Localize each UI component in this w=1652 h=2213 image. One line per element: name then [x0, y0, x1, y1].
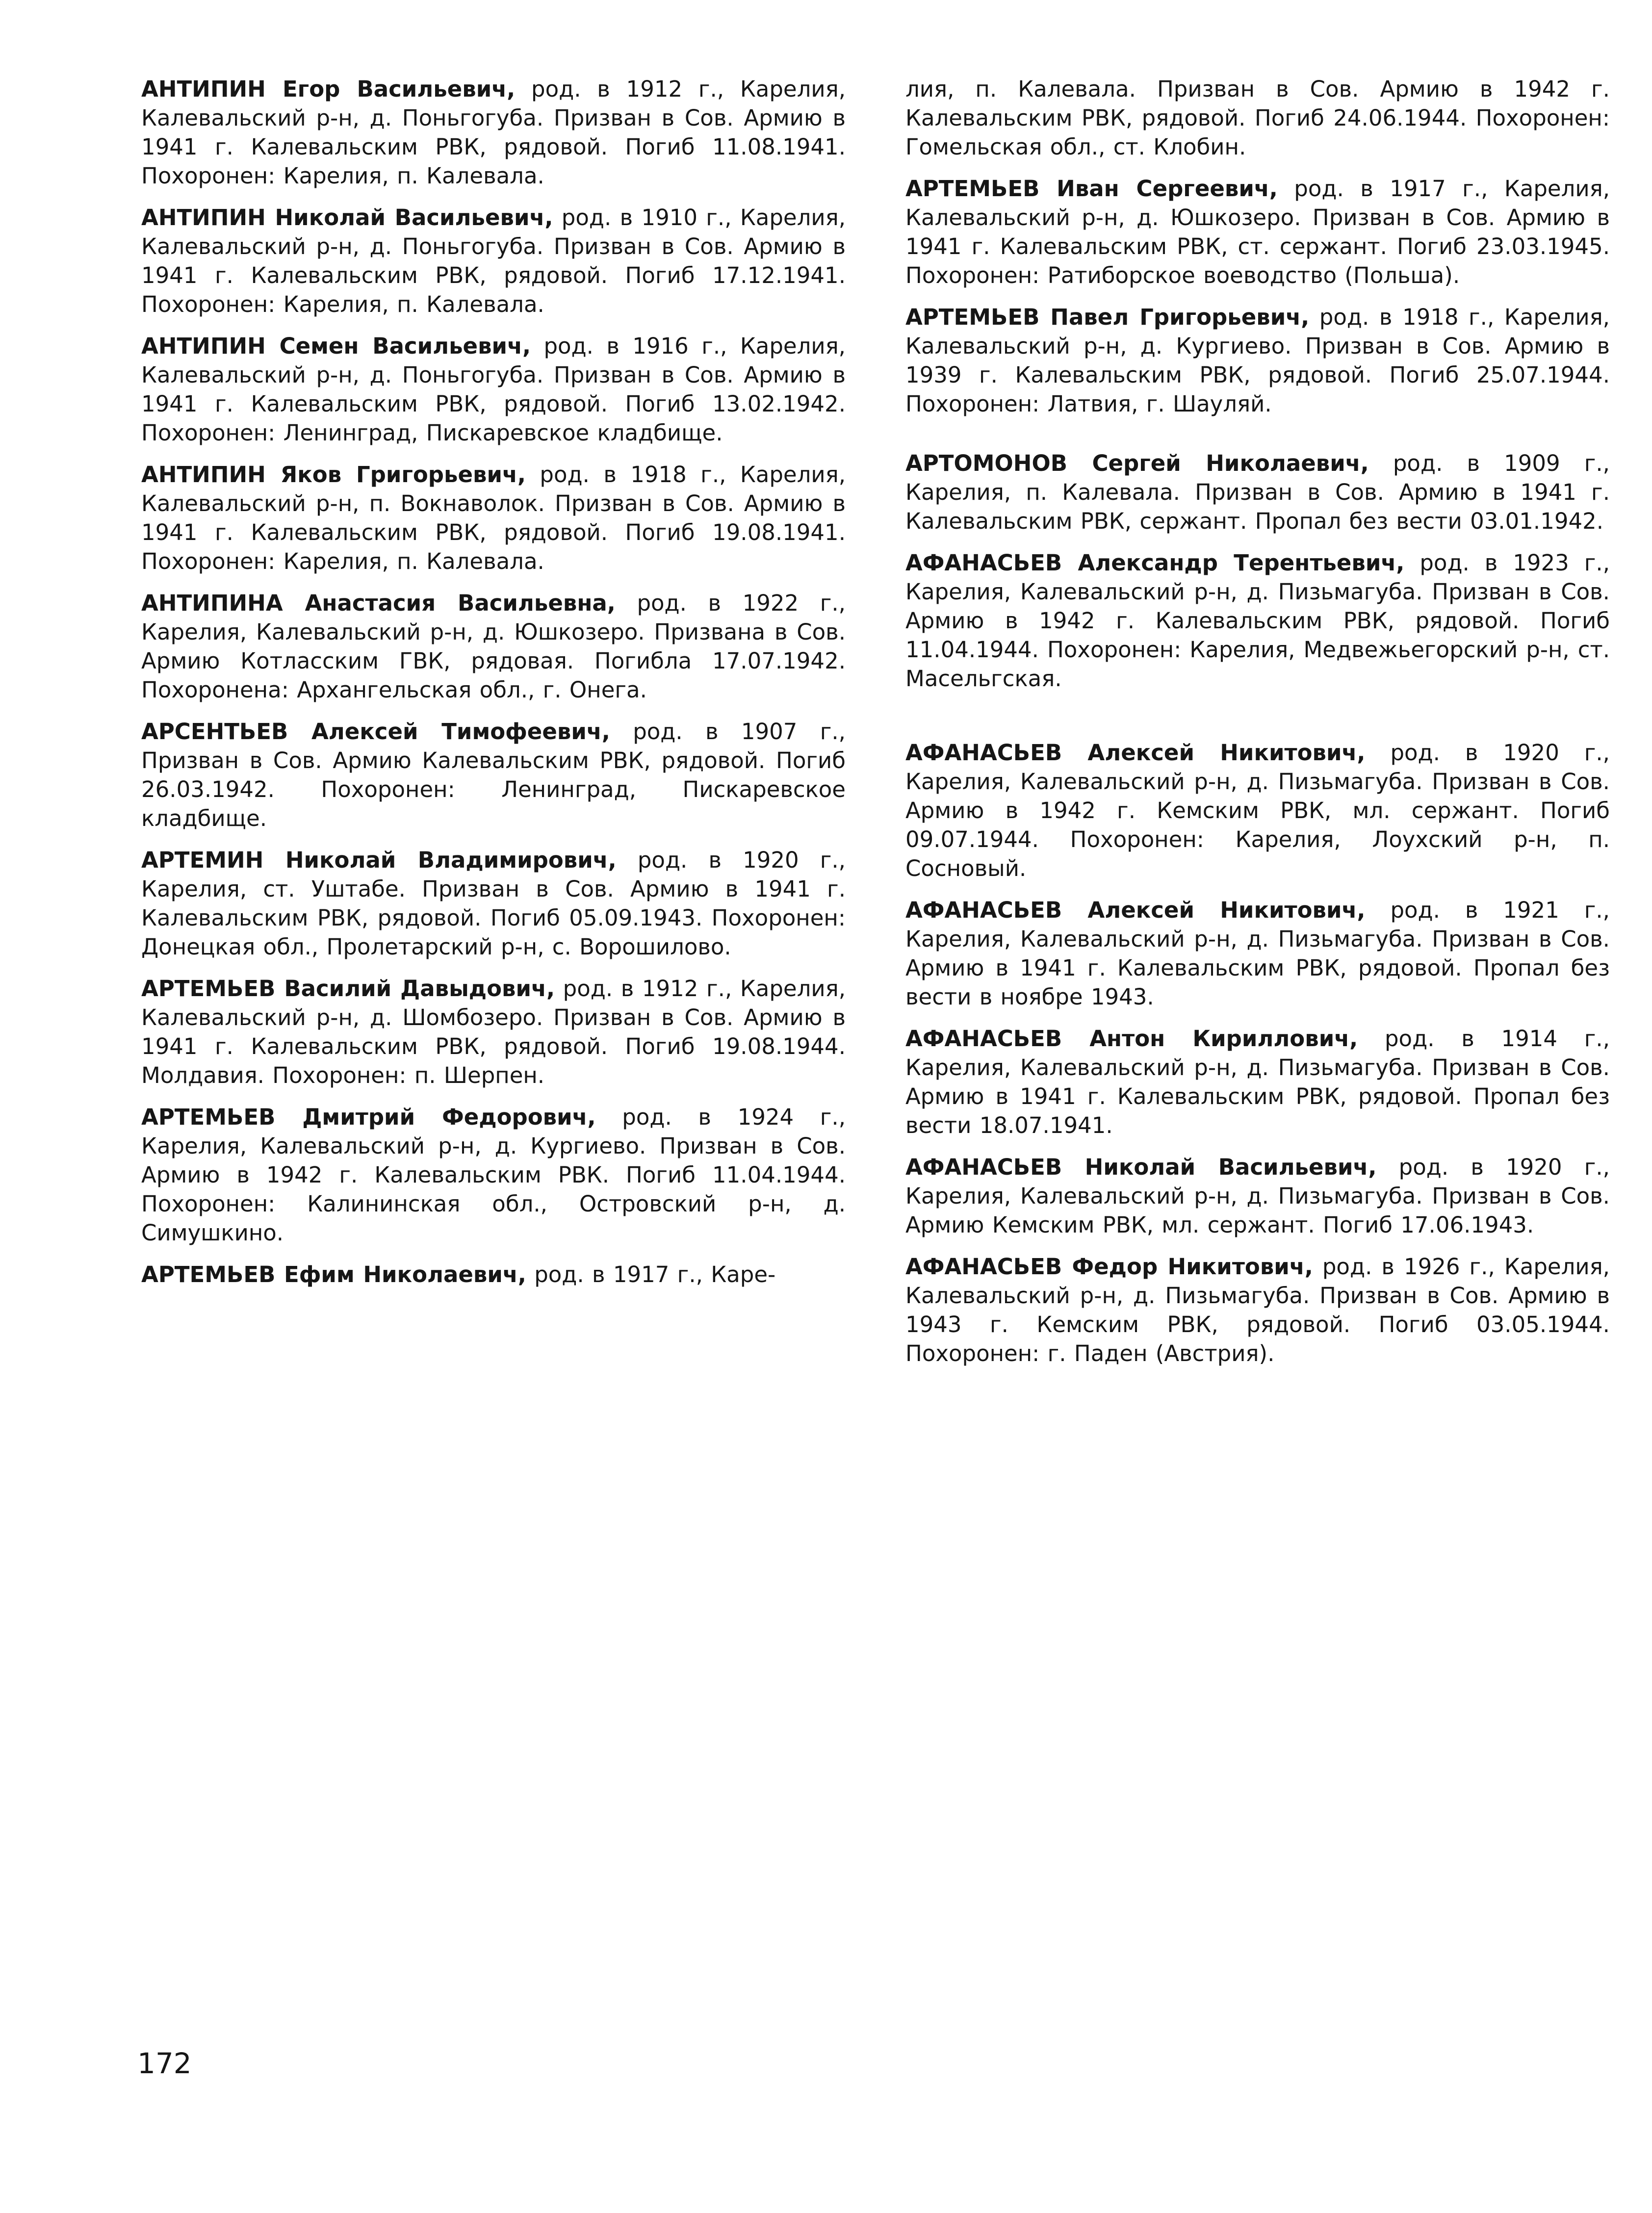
list-entry: [905, 1153, 1610, 1239]
entry-text: род. в 1909 г., Карелия, п. Калевала. Призван в Сов. Армию в 1941 г. Калевальским РВК, сержант. Пропал без вести 03.01.1942.: [905, 450, 1610, 534]
entry-name: АНТИПИН Егор Васильевич,: [141, 76, 516, 102]
list-entry: [141, 1103, 846, 1247]
right-column: [905, 75, 1610, 1381]
entry-text: род. в 1924 г., Карелия, Калевальский р-н, д. Кургиево. Призван в Сов. Армию в 1942 г. Калевальским РВК. Погиб 11.04.1944. Похоронен: Калининская обл., Островский р-н, д. Симушкино.: [141, 1104, 846, 1246]
entry-text: род. в 1926 г., Карелия, Калевальский р-н, д. Пизьмагуба. Призван в Сов. Армию в 1943 г. Кемским РВК, рядовой. Погиб 03.05.1944. Похоронен: г. Паден (Австрия).: [905, 1254, 1610, 1366]
list-entry: [905, 896, 1610, 1011]
list-entry: [141, 1260, 846, 1289]
entry-name: АФАНАСЬЕВ Николай Васильевич,: [905, 1154, 1377, 1180]
entry-text: род. в 1914 г., Карелия, Калевальский р-н, д. Пизьмагуба. Призван в Сов. Армию в 1941 г. Калевальским РВК, рядовой. Пропал без вести 18.07.1941.: [905, 1026, 1610, 1138]
entry-name: АРТЕМЬЕВ Василий Давыдович,: [141, 976, 555, 1002]
left-column: [141, 75, 846, 1302]
list-entry: [905, 1252, 1610, 1368]
entry-text: род. в 1910 г., Карелия, Калевальский р-н, д. Поньгогуба. Призван в Сов. Армию в 1941 г. Калевальским РВК, рядовой. Погиб 17.12.1941. Похоронен: Карелия, п. Калевала.: [141, 205, 846, 317]
entry-text: род. в 1923 г., Карелия, Калевальский р-н, д. Пизьмагуба. Призван в Сов. Армию в 1942 г. Калевальским РВК, рядовой. Погиб 11.04.1944. Похоронен: Карелия, Медвежьегорский р-н, ст. Масельгская.: [905, 550, 1610, 692]
entry-name: АФАНАСЬЕВ Антон Кириллович,: [905, 1026, 1358, 1052]
entry-name: АНТИПИН Николай Васильевич,: [141, 205, 553, 231]
entry-text: род. в 1907 г., Призван в Сов. Армию Калевальским РВК, рядовой. Погиб 26.03.1942. Похоронен: Ленинград, Пискаревское кладбище.: [141, 719, 846, 831]
entry-name: АФАНАСЬЕВ Александр Терентьевич,: [905, 550, 1405, 576]
entry-text: лия, п. Калевала. Призван в Сов. Армию в 1942 г. Калевальским РВК, рядовой. Погиб 24.06.1944. Похоронен: Гомельская обл., ст. Клобин.: [905, 76, 1610, 160]
page-number: 172: [137, 2047, 192, 2080]
entry-name: АРТОМОНОВ Сергей Николаевич,: [905, 450, 1369, 476]
list-entry: [141, 589, 846, 704]
entry-text: род. в 1920 г., Карелия, Калевальский р-н, д. Пизьмагуба. Призван в Сов. Армию в 1942 г. Кемским РВК, мл. сержант. Погиб 09.07.1944. Похоронен: Карелия, Лоухский р-н, п. Сосновый.: [905, 740, 1610, 881]
list-entry: [141, 974, 846, 1090]
entry-name: АРСЕНТЬЕВ Алексей Тимофеевич,: [141, 719, 610, 745]
entry-name: АФАНАСЬЕВ Алексей Никитович,: [905, 897, 1366, 923]
list-entry: [905, 1024, 1610, 1140]
list-entry: [141, 846, 846, 961]
entry-name: АРТЕМЬЕВ Иван Сергеевич,: [905, 176, 1278, 202]
entry-text: род. в 1918 г., Карелия, Калевальский р-н, п. Вокнаволок. Призван в Сов. Армию в 1941 г. Калевальским РВК, рядовой. Погиб 19.08.1941. Похоронен: Карелия, п. Калевала.: [141, 462, 846, 574]
entry-name: АРТЕМЬЕВ Павел Григорьевич,: [905, 304, 1310, 330]
list-entry: [141, 332, 846, 447]
list-entry: [141, 460, 846, 576]
entry-text: род. в 1917 г., Каре-: [534, 1261, 776, 1287]
list-entry: [141, 203, 846, 319]
entry-text: род. в 1912 г., Карелия, Калевальский р-н, д. Шомбозеро. Призван в Сов. Армию в 1941 г. Калевальским РВК, рядовой. Погиб 19.08.1944. Молдавия. Похоронен: п. Шерпен.: [141, 976, 846, 1088]
entry-text: род. в 1922 г., Карелия, Калевальский р-н, д. Юшкозеро. Призвана в Сов. Армию Котласским ГВК, рядовая. Погибла 17.07.1942. Похоронена: Архангельская обл., г. Онега.: [141, 590, 846, 703]
list-entry: [905, 548, 1610, 693]
list-entry: [905, 303, 1610, 418]
entry-text: род. в 1920 г., Карелия, ст. Уштабе. Призван в Сов. Армию в 1941 г. Калевальским РВК, рядовой. Погиб 05.09.1943. Похоронен: Донецкая обл., Пролетарский р-н, с. Ворошилово.: [141, 847, 846, 960]
list-entry: [905, 174, 1610, 290]
entry-name: АРТЕМЬЕВ Дмитрий Федорович,: [141, 1104, 596, 1130]
entry-text: род. в 1921 г., Карелия, Калевальский р-н, д. Пизьмагуба. Призван в Сов. Армию в 1941 г. Калевальским РВК, рядовой. Пропал без вести в ноябре 1943.: [905, 897, 1610, 1010]
list-entry: [905, 449, 1610, 536]
entry-name: АРТЕМИН Николай Владимирович,: [141, 847, 617, 873]
entry-name: АНТИПИН Семен Васильевич,: [141, 333, 531, 359]
entry-text: род. в 1917 г., Карелия, Калевальский р-н, д. Юшкозеро. Призван в Сов. Армию в 1941 г. Калевальским РВК, ст. сержант. Погиб 23.03.1945. Похоронен: Ратиборское воеводство (Польша).: [905, 176, 1610, 288]
list-entry-continued: [905, 75, 1610, 161]
entry-name: АФАНАСЬЕВ Федор Никитович,: [905, 1254, 1313, 1280]
entry-name: АРТЕМЬЕВ Ефим Николаевич,: [141, 1261, 526, 1287]
entry-text: род. в 1916 г., Карелия, Калевальский р-н, д. Поньгогуба. Призван в Сов. Армию в 1941 г. Калевальским РВК, рядовой. Погиб 13.02.1942. Похоронен: Ленинград, Пискаревское кладбище.: [141, 333, 846, 446]
entry-text: род. в 1912 г., Карелия, Калевальский р-н, д. Поньгогуба. Призван в Сов. Армию в 1941 г. Калевальским РВК, рядовой. Погиб 11.08.1941. Похоронен: Карелия, п. Калевала.: [141, 76, 846, 189]
list-entry: [141, 75, 846, 190]
entry-name: АНТИПИН Яков Григорьевич,: [141, 462, 526, 488]
entry-name: АФАНАСЬЕВ Алексей Никитович,: [905, 740, 1366, 766]
entry-text: род. в 1918 г., Карелия, Калевальский р-н, д. Кургиево. Призван в Сов. Армию в 1939 г. Калевальским РВК, рядовой. Погиб 25.07.1944. Похоронен: Латвия, г. Шауляй.: [905, 304, 1610, 417]
list-entry: [141, 717, 846, 833]
entry-text: род. в 1920 г., Карелия, Калевальский р-н, д. Пизьмагуба. Призван в Сов. Армию Кемским РВК, мл. сержант. Погиб 17.06.1943.: [905, 1154, 1610, 1238]
entry-name: АНТИПИНА Анастасия Васильевна,: [141, 590, 616, 616]
list-entry: [905, 738, 1610, 883]
